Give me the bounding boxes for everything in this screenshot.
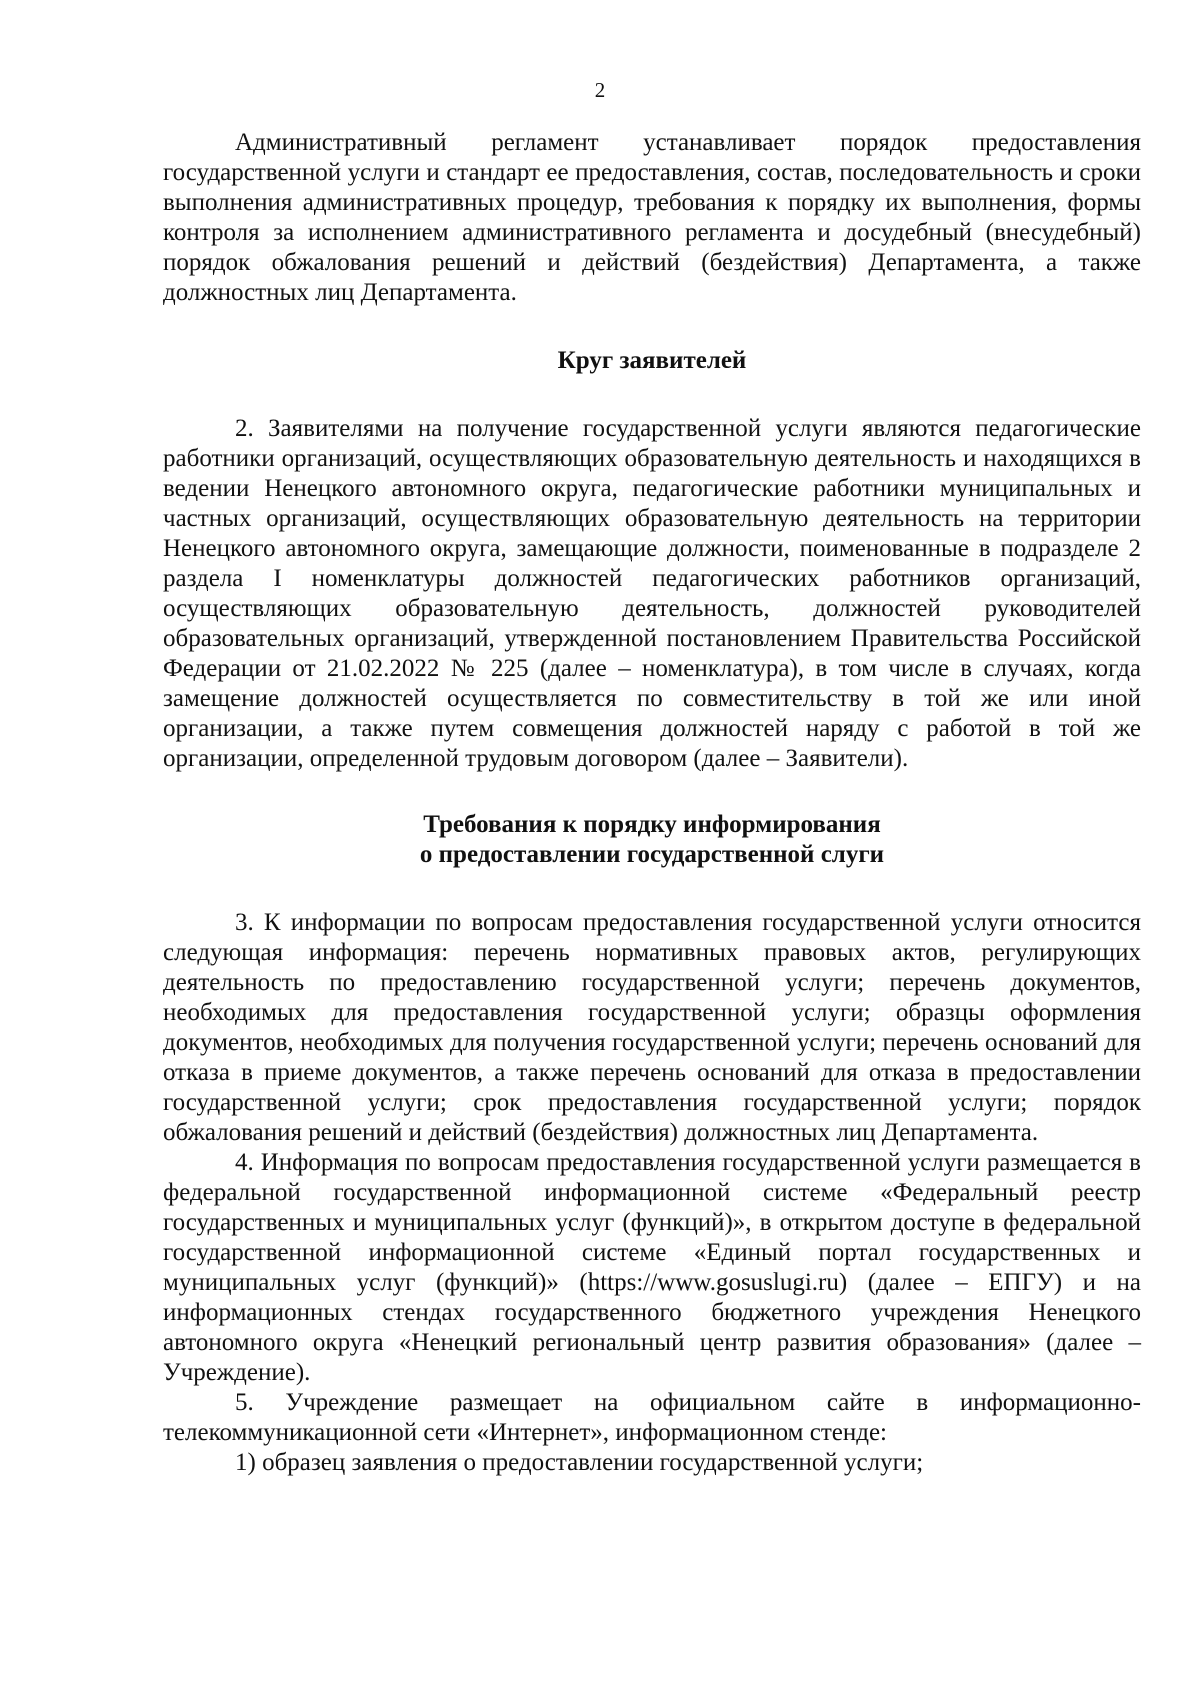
paragraph-3-information: 3. К информации по вопросам предоставления государственной услуги относится следующая информация: перечень нормативных правовых актов, регулирующих деятельность по предоставлению государственной услуги; перечень документов, необходимых для предоставления государственной услуги; образцы оформления документов, необходимых для получения государственной услуги; перечень оснований для отказа в приеме документов, а также перечень оснований для отказа в предоставлении государственной услуги; срок предоставления государственной услуги; порядок обжалования решений и действий (бездействия) должностных лиц Департамента. (163, 909, 1141, 1146)
heading-applicants: Круг заявителей (557, 347, 747, 374)
paragraph-4-information-placement: 4. Информация по вопросам предоставления государственной услуги размещается в федеральной государственной информационной системе «Федеральный реестр государственных и муниципальных услуг (функций)», в открытом доступе в федеральной государственной информационной системе «Единый портал государственных и муниципальных услуг (функций)» (https://www.gosuslugi.ru) (далее – ЕПГУ) и на информационных стендах государственного бюджетного учреждения Ненецкого автономного округа «Ненецкий региональный центр развития образования» (далее – Учреждение). (163, 1149, 1141, 1386)
page-number: 2 (594, 78, 606, 102)
paragraph-5-item-1: 1) образец заявления о предоставлении государственной услуги; (235, 1449, 924, 1476)
heading-line-2: о предоставлении государственной слуги (419, 841, 885, 868)
paragraph-5-institution: 5. Учреждение размещает на официальном сайте в информационно-телекоммуникационной сети «Интернет», информационном стенде: (163, 1389, 1141, 1446)
paragraph-intro: Административный регламент устанавливает порядок предоставления государственной услуги и стандарт ее предоставления, состав, последовательность и сроки выполнения административных процедур, требования к порядку их выполнения, формы контроля за исполнением административного регламента и досудебный (внесудебный) порядок обжалования решений и действий (бездействия) Департамента, а также должностных лиц Департамента. (163, 129, 1141, 306)
document-body (163, 128, 1141, 1478)
paragraph-2-applicants: 2. Заявителями на получение государственной услуги являются педагогические работники организаций, осуществляющих образовательную деятельность и находящихся в ведении Ненецкого автономного округа, педагогические работники муниципальных и частных организаций, осуществляющих образовательную деятельность на территории Ненецкого автономного округа, замещающие должности, поименованные в подразделе 2 раздела I номенклатуры должностей педагогических работников организаций, осуществляющих образовательную деятельность, должностей руководителей образовательных организаций, утвержденной постановлением Правительства Российской Федерации от 21.02.2022 № 225 (далее – номенклатура), в том числе в случаях, когда замещение должностей осуществляется по совместительству в той же или иной организации, а также путем совмещения должностей наряду с работой в той же организации, определенной трудовым договором (далее – Заявители). (163, 415, 1141, 772)
heading-information-requirements (163, 810, 1141, 870)
heading-line-1: Требования к порядку информирования (423, 811, 881, 838)
